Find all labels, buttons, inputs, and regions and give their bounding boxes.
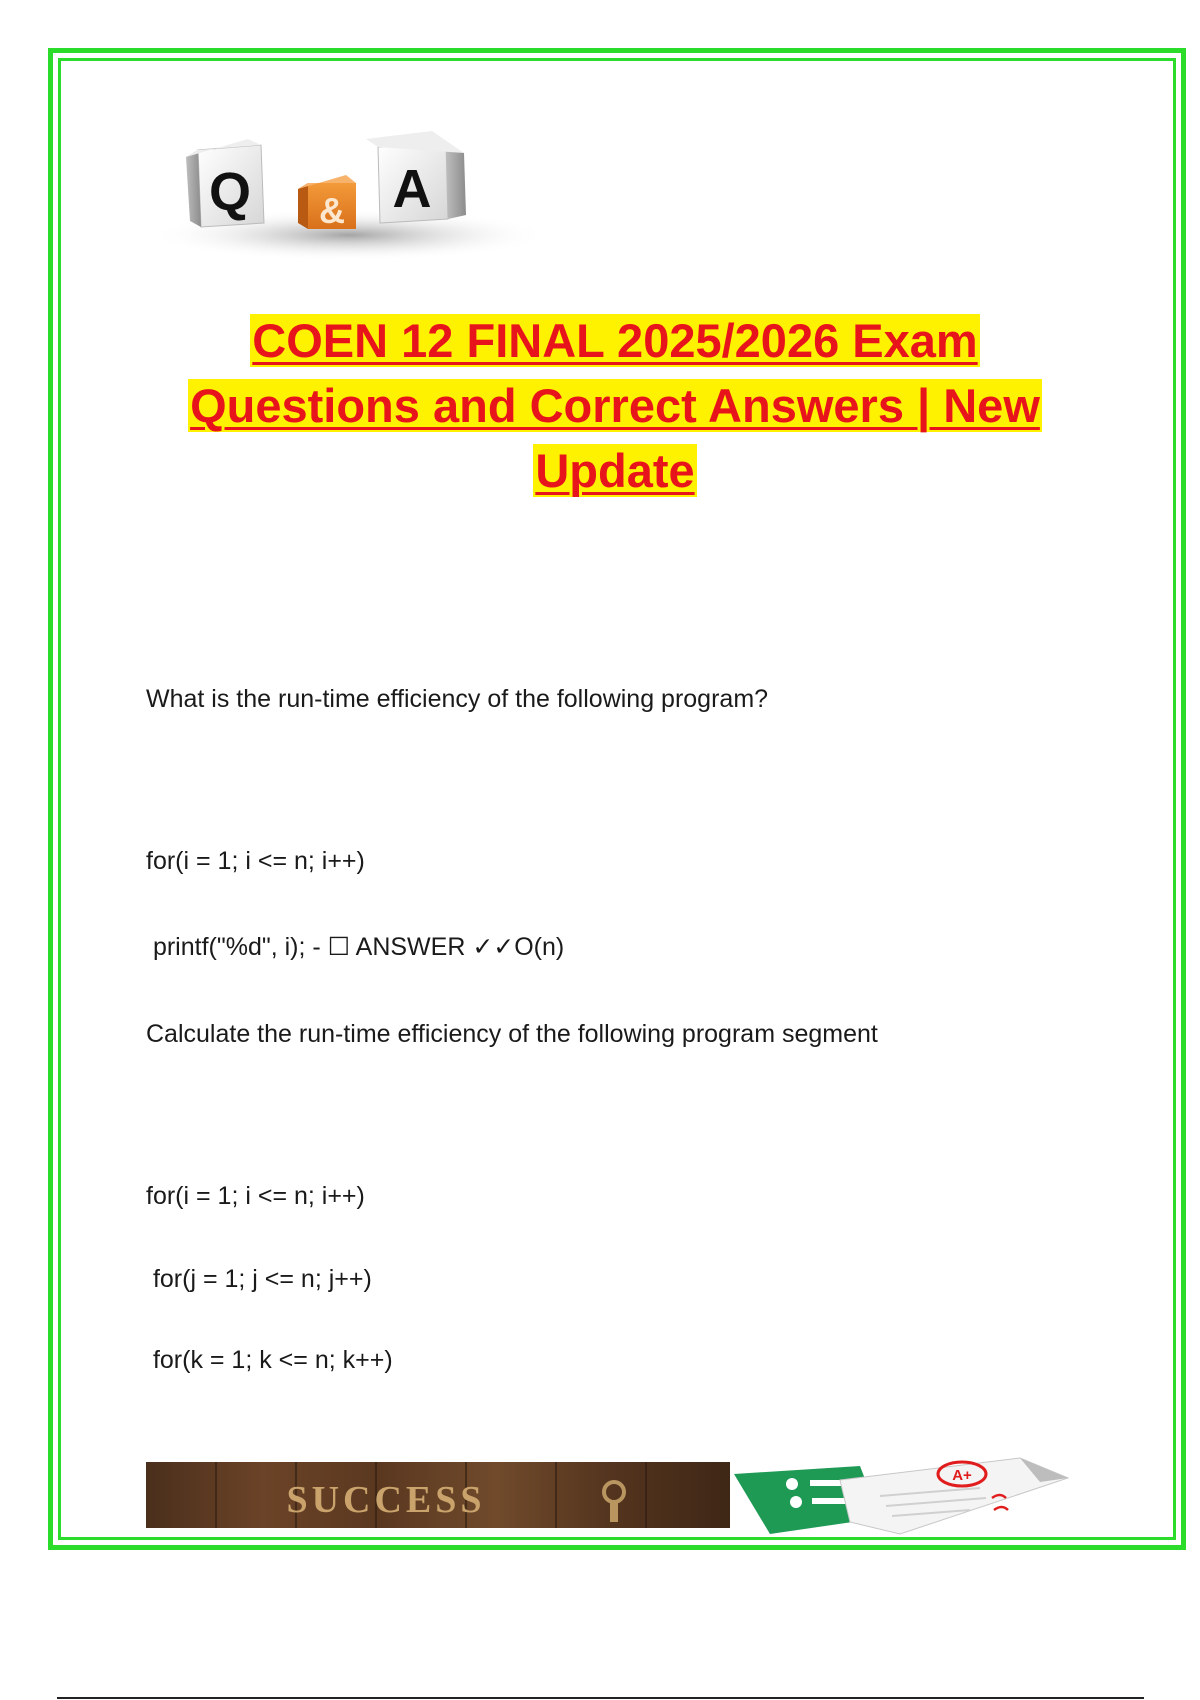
banner-text: SUCCESS <box>286 1479 486 1521</box>
question-2-text: Calculate the run-time efficiency of the following program segment <box>146 1020 878 1048</box>
die-right-label: A <box>392 159 432 219</box>
code-1-line-1: for(i = 1; i <= n; i++) <box>146 847 365 875</box>
graded-paper-icon <box>730 1452 1070 1538</box>
grade-stamp: A+ <box>952 1467 972 1484</box>
code-2-line-1: for(i = 1; i <= n; i++) <box>146 1182 365 1210</box>
code-1-line-2-answer: printf("%d", i); - ☐ ANSWER ✓✓O(n) <box>146 933 565 961</box>
die-left-label: Q <box>208 162 252 222</box>
code-2-line-3: for(k = 1; k <= n; k++) <box>146 1346 393 1374</box>
question-1-text: What is the run-time efficiency of the following program? <box>146 685 769 713</box>
q-and-a-dice-icon <box>146 95 552 275</box>
footer-divider <box>57 1697 1144 1699</box>
code-2-line-2: for(j = 1; j <= n; j++) <box>146 1265 372 1293</box>
document-title <box>120 308 1110 503</box>
page-border-inner <box>58 58 1176 1540</box>
die-middle-label: & <box>319 190 345 231</box>
title-line-1: COEN 12 FINAL 2025/2026 Exam <box>252 314 978 367</box>
success-wood-banner-icon <box>146 1462 730 1528</box>
title-line-2: Questions and Correct Answers | New <box>190 379 1040 432</box>
title-line-3: Update <box>535 444 695 497</box>
